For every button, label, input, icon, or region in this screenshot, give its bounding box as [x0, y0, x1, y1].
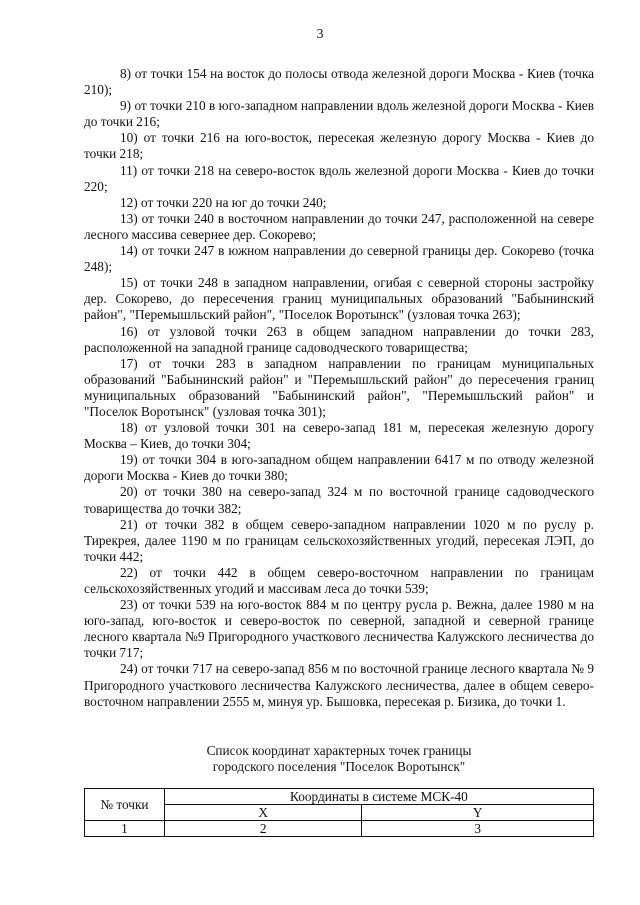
index-cell: 1 — [85, 821, 165, 837]
paragraph-12: 12) от точки 220 на юг до точки 240; — [120, 194, 327, 210]
paragraph-16: 16) от узловой точки 263 в общем западном направлении до точки 283, расположенной на западной границе садоводческого товарищества; — [84, 323, 594, 355]
paragraph-23: 23) от точки 539 на юго-восток 884 м по центру русла р. Вежна, далее 1980 м на юго-запад, юго-восток и северо-восток по северной, западной и северной границе лесного квартала №9 Пригородного участкового лесничества Калужского лесничества до точки 717; — [84, 597, 594, 661]
page-number: 3 — [316, 27, 324, 42]
paragraph-24: 24) от точки 717 на северо-запад 856 м по восточной границе лесного квартала № 9 Пригородного участкового лесничества Калужского лесничества, далее в общем северо-восточном направлении 2555 м, минуя ур. Бышовка, пересекая р. Бизика, до точки 1. — [84, 661, 594, 709]
paragraph-22: 22) от точки 442 в общем северо-восточном направлении по границам сельскохозяйственных угодий и массивам леса до точки 539; — [84, 564, 594, 596]
table-index-row — [85, 821, 594, 837]
paragraph-17: 17) от точки 283 в западном направлении по границам муниципальных образований "Бабынинский район" и "Перемышльский район" до пересечения границ муниципальных образований "Бабынинский район", "Перемышльский район" и "Поселок Воротынск" (узловая точка 301); — [84, 355, 594, 419]
index-cell: 3 — [362, 821, 594, 837]
list-title-line-2: городского поселения "Поселок Воротынск" — [212, 759, 466, 774]
header-point-number: № точки — [85, 789, 165, 821]
paragraph-11: 11) от точки 218 на северо-восток вдоль железной дороги Москва - Киев до точки 220; — [84, 162, 594, 194]
header-coordinates-system: Координаты в системе МСК-40 — [164, 789, 593, 805]
index-cell: 2 — [164, 821, 362, 837]
paragraph-9: 9) от точки 210 в юго-западном направлении вдоль железной дороги Москва - Киев до точки 216; — [84, 98, 594, 130]
coordinates-table — [84, 788, 594, 837]
paragraph-21: 21) от точки 382 в общем северо-западном направлении 1020 м по руслу р. Тирекрея, далее 1190 м по границам сельскохозяйственных угодий, пересекая ЛЭП, до точки 442; — [84, 516, 594, 564]
table-header-row — [85, 789, 594, 805]
boundary-description — [84, 66, 594, 710]
paragraph-18: 18) от узловой точки 301 на северо-запад 181 м, пересекая железную дорогу Москва – Киев, до точки 304; — [84, 420, 594, 452]
paragraph-8: 8) от точки 154 на восток до полосы отвода железной дороги Москва - Киев (точка 210); — [84, 66, 594, 98]
paragraph-20: 20) от точки 380 на северо-запад 324 м по восточной границе садоводческого товарищества до точки 382; — [84, 484, 594, 516]
list-title-line-1: Список координат характерных точек границы — [206, 743, 472, 758]
header-y: Y — [362, 805, 594, 821]
paragraph-15: 15) от точки 248 в западном направлении, огибая с северной стороны застройку дер. Сокорево, до пересечения границ муниципальных образований "Бабынинский район", "Перемышльский район", "Поселок Воротынск" (узловая точка 263); — [84, 275, 594, 323]
coordinates-list-title — [84, 743, 594, 775]
header-x: X — [164, 805, 362, 821]
paragraph-10: 10) от точки 216 на юго-восток, пересекая железную дорогу Москва - Киев до точки 218; — [84, 130, 594, 162]
paragraph-13: 13) от точки 240 в восточном направлении до точки 247, расположенной на севере лесного массива севернее дер. Сокорево; — [84, 210, 594, 242]
paragraph-14: 14) от точки 247 в южном направлении до северной границы дер. Сокорево (точка 248); — [84, 243, 594, 275]
paragraph-19: 19) от точки 304 в юго-западном общем направлении 6417 м по отводу железной дороги Москва - Киев до точки 380; — [84, 452, 594, 484]
